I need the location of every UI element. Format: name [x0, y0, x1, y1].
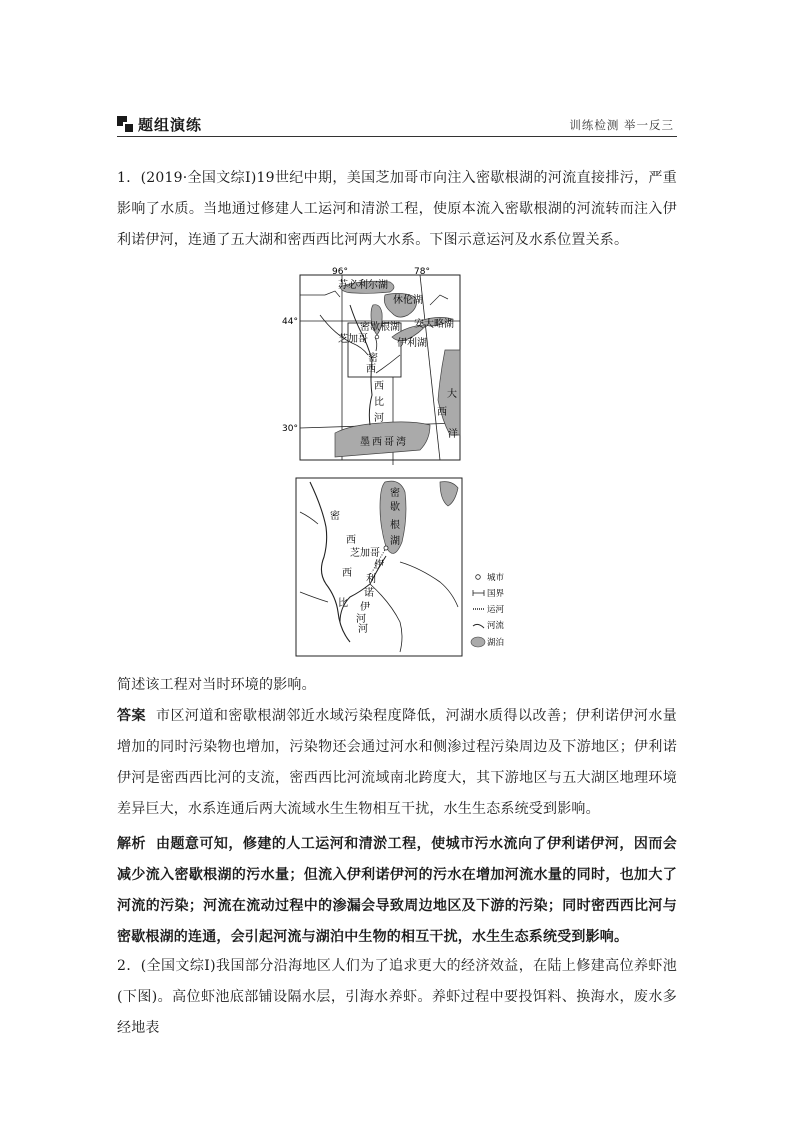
mississippi-char: 密	[368, 353, 378, 364]
illinois-char: 河	[356, 614, 366, 625]
legend-lake-label: 湖泊	[487, 638, 505, 648]
section-block-icon	[117, 116, 133, 132]
map-legend	[471, 572, 505, 648]
michigan-char: 密	[390, 488, 400, 499]
lon-label-96: 96°	[332, 267, 348, 277]
legend-canal-label: 运河	[487, 605, 505, 615]
michigan-char: 根	[390, 520, 400, 531]
mississippi-char: 比	[374, 397, 384, 408]
michigan-char: 湖	[390, 536, 400, 547]
section-title: 题组演练	[138, 116, 203, 134]
chicago-marker	[375, 335, 379, 339]
answer-tag: 答案	[117, 708, 146, 724]
lake-superior-label: 苏必利尔湖	[338, 280, 388, 291]
detail-mississippi-char: 西	[342, 568, 352, 579]
question-1-prompt: 简述该工程对当时环境的影响。	[117, 677, 316, 693]
section-header	[117, 114, 677, 140]
legend-border-label: 国界	[487, 589, 505, 599]
question-1-text: 1．(2019·全国文综Ⅰ)19世纪中期，美国芝加哥市向注入密歇根湖的河流直接排污，严重影响了水质。当地通过修建人工运河和清淤工程，使原本流入密歇根湖的河流转而注入伊利诺伊河，连通了五大湖和密西西比河两大水系。下图示意运河及水系位置关系。	[117, 170, 677, 248]
lake-erie-label: 伊利湖	[397, 338, 427, 349]
lake-ontario-label: 安大略湖	[414, 319, 454, 330]
analysis-text: 由题意可知，修建的人工运河和清淤工程，使城市污水流向了伊利诺伊河，因而会减少流入密歇根湖的污水量；但流入伊利诺伊河的污水在增加河流水量的同时，也加大了河流的污染；河流在流动过程中的渗漏会导致周边地区及下游的污染；同时密西西比河与密歇根湖的连通，会引起河流与湖泊中生物的相互干扰，水生生态系统受到影响。	[117, 836, 677, 945]
lake-huron-label: 休伦湖	[393, 295, 423, 306]
lon-label-78: 78°	[414, 267, 430, 277]
lat-label-44: 44°	[282, 317, 298, 327]
michigan-char: 歇	[390, 502, 400, 513]
lake-michigan-label: 密歇根湖	[360, 322, 400, 333]
legend-river-icon	[473, 624, 484, 628]
atlantic-char: 大	[447, 389, 457, 400]
question-2-text: 2．(全国文综Ⅰ)我国部分沿海地区人们为了追求更大的经济效益，在陆上修建高位养虾池(下图)。高位虾池底部铺设隔水层，引海水养虾。养虾过程中要投饵料、换海水，废水多经地表	[117, 958, 677, 1036]
mississippi-char: 河	[374, 413, 384, 424]
detail-mississippi-char: 河	[358, 624, 368, 635]
analysis-block	[117, 829, 677, 953]
answer-text: 市区河道和密歇根湖邻近水域污染程度降低，河湖水质得以改善；伊利诺伊河水量增加的同时污染物也增加，污染物还会通过河水和侧渗过程污染周边及下游地区；伊利诺伊河是密西西比河的支流，密西西比河流域南北跨度大，其下游地区与五大湖区地理环境差异巨大，水系连通后两大流域水生生物相互干扰，水生生态系统受到影响。	[117, 708, 677, 817]
gulf-label: 墨西哥湾	[360, 437, 408, 448]
mississippi-char: 西	[374, 381, 384, 392]
illinois-char: 伊	[374, 560, 384, 571]
section-subtitle: 训练检测 举一反三	[569, 118, 674, 132]
detail-mississippi-char: 比	[338, 598, 348, 609]
analysis-tag: 解析	[117, 836, 146, 852]
lat-label-30: 30°	[282, 424, 298, 434]
chicago-label: 芝加哥	[338, 334, 368, 345]
chicago-detail-map	[280, 472, 540, 660]
great-lakes-overview-map	[280, 265, 470, 465]
legend-city-label: 城市	[487, 573, 505, 583]
illinois-char: 伊	[360, 602, 370, 613]
legend-city-icon	[476, 575, 481, 580]
atlantic-char: 洋	[448, 429, 458, 440]
detail-chicago-label: 芝加哥	[350, 548, 380, 559]
illinois-char: 利	[366, 574, 376, 585]
detail-mississippi-char: 密	[330, 511, 340, 522]
legend-river-label: 河流	[487, 621, 505, 631]
illinois-char: 诺	[364, 588, 374, 599]
mississippi-char: 西	[366, 364, 376, 375]
detail-chicago-marker	[384, 546, 388, 550]
header-divider	[117, 136, 677, 137]
atlantic-char: 西	[437, 407, 447, 418]
detail-mississippi-char: 西	[346, 535, 356, 546]
answer-block	[117, 701, 677, 825]
legend-lake-icon	[471, 637, 485, 647]
